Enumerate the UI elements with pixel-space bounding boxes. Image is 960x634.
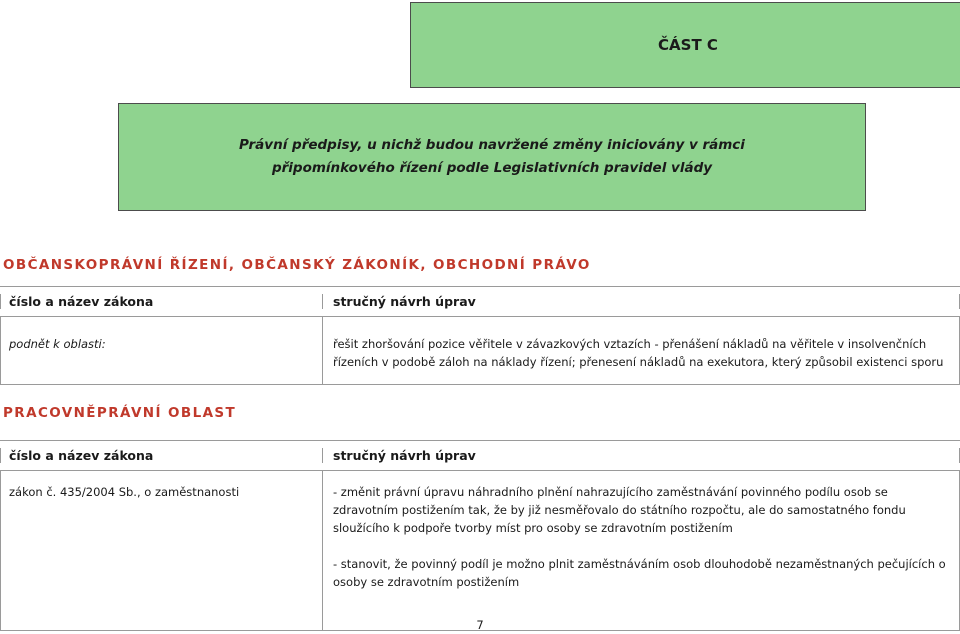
scope-line-2: připomínkového řízení podle Legislativních pravidel vlády — [271, 160, 713, 176]
section-heading-civil: OBČANSKOPRÁVNÍ ŘÍZENÍ, OBČANSKÝ ZÁKONÍK, OBCHODNÍ PRÁVO — [3, 257, 591, 273]
scope-box — [118, 103, 866, 211]
civil-law-table — [0, 286, 960, 385]
row-law-cell: podnět k oblasti: — [0, 317, 322, 384]
table-row — [0, 471, 960, 631]
column-header-law: číslo a název zákona — [0, 294, 322, 309]
column-header-summary: stručný návrh úprav — [322, 294, 960, 309]
summary-paragraph-2: - stanovit, že povinný podíl je možno plnit zaměstnáváním osob dlouhodobě nezaměstnaných pečujících o osoby se zdravotním postižením — [333, 557, 946, 589]
row-summary-cell: řešit zhoršování pozice věřitele v závazkových vztazích - přenášení nákladů na věřitele v insolvenčních řízeních v podobě záloh na náklady řízení; přenesení nákladů na exekutora, který způsobil existenci sporu — [322, 317, 960, 384]
row-summary-cell — [322, 471, 960, 630]
page-number: 7 — [476, 618, 484, 632]
column-header-law: číslo a název zákona — [0, 448, 322, 463]
part-title-box — [410, 2, 960, 88]
part-title: ČÁST C — [658, 36, 718, 54]
summary-paragraph-1: - změnit právní úpravu náhradního plnění nahrazujícího zaměstnávání povinného podílu osob se zdravotním postižením tak, že by již nesměřovalo do státního rozpočtu, ale do samostatného fondu sloužícího k podpoře tvorby míst pro osoby se zdravotním postižením — [333, 485, 906, 535]
table-header-row — [0, 287, 960, 317]
table-header-row — [0, 441, 960, 471]
labour-law-table — [0, 440, 960, 631]
section-heading-labour: PRACOVNĚPRÁVNÍ OBLAST — [3, 405, 237, 421]
scope-text — [212, 134, 772, 180]
row-law-cell: zákon č. 435/2004 Sb., o zaměstnanosti — [0, 471, 322, 630]
column-header-summary: stručný návrh úprav — [322, 448, 960, 463]
table-row — [0, 317, 960, 385]
scope-line-1: Právní předpisy, u nichž budou navržené změny iniciovány v rámci — [239, 137, 745, 153]
